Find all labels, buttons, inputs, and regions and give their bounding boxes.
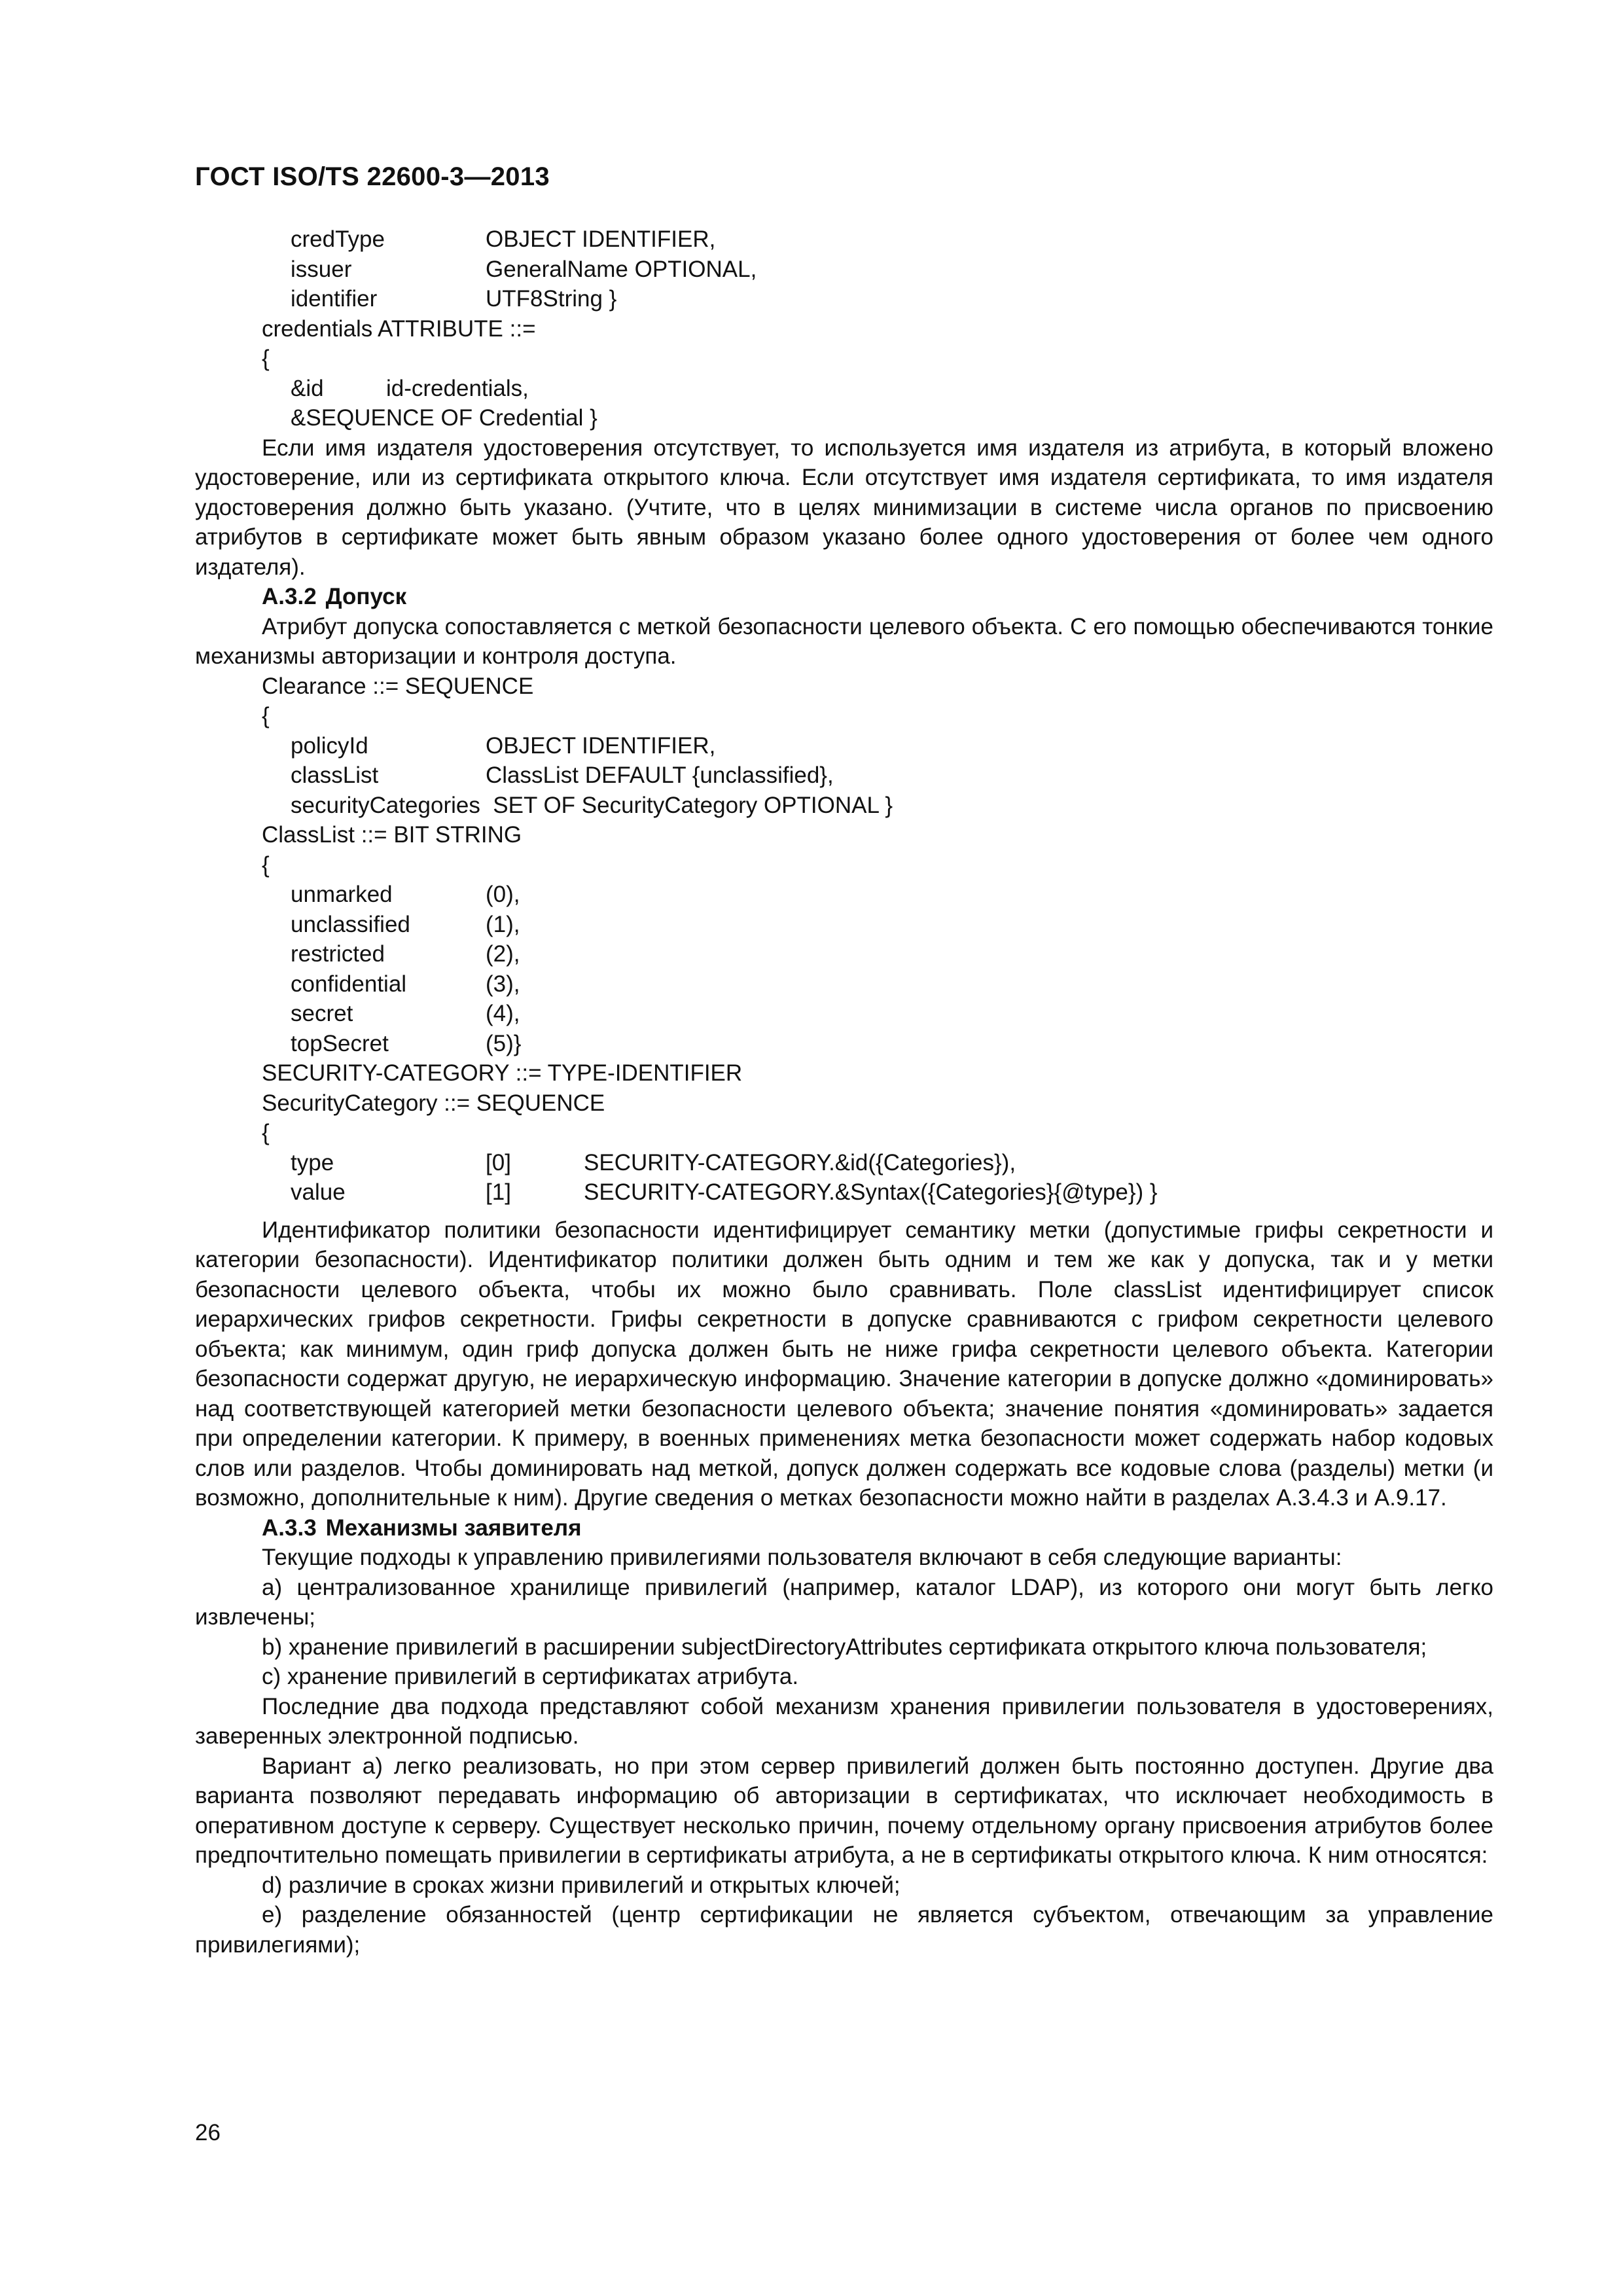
paragraph: Последние два подхода представляют собой механизм хранения привилегии пользователя в удостоверениях, заверенных электронной подписью.: [195, 1693, 1493, 1749]
code-field-type: SECURITY-CATEGORY.&Syntax({Categories}{@type}) }: [584, 1179, 1158, 1205]
code-line: [195, 910, 1493, 940]
paragraph: Вариант а) легко реализовать, но при этом сервер привилегий должен быть постоянно доступен. Другие два варианта позволяют передавать информацию об авторизации в сертификатах, что исключает необходимость в оперативном доступе к серверу. Существует несколько причин, почему отдельному органу присвоения атрибутов более предпочтительно помещать привилегии в сертификаты атрибута, а не в сертификаты открытого ключа. К ним относятся:: [195, 1753, 1493, 1868]
paragraph: Если имя издателя удостоверения отсутствует, то используется имя издателя из атрибута, в который вложено удостоверение, или из сертификата открытого ключа. Если отсутствует имя издателя сертификата, то имя издателя удостоверения должно быть указано. (Учтите, что в целях минимизации в системе числа органов по присвоению атрибутов в сертификате может быть явным образом указано более одного удостоверения от более чем одного издателя).: [195, 435, 1493, 580]
code-field-name: &id: [291, 375, 324, 401]
code-line: [195, 701, 1493, 731]
code-line: [195, 672, 1493, 702]
code-line: [195, 403, 1493, 433]
code-field-name: credType: [291, 226, 385, 252]
code-line: [195, 344, 1493, 374]
section-heading: [195, 582, 1493, 612]
code-line: [195, 880, 1493, 910]
code-field-name: secret: [291, 1001, 353, 1026]
code-field-type: OBJECT IDENTIFIER,: [486, 226, 716, 252]
code-field-name: &SEQUENCE OF Credential }: [291, 405, 597, 431]
code-line: [195, 1029, 1493, 1059]
page-header: ГОСТ ISO/TS 22600-3—2013: [195, 162, 550, 191]
code-line: [195, 314, 1493, 344]
code-field-name: securityCategories SET OF SecurityCategory OPTIONAL }: [291, 792, 893, 818]
code-field-type: SECURITY-CATEGORY.&id({Categories}),: [584, 1149, 1016, 1175]
code-brace: {: [262, 346, 270, 371]
code-field-name: policyId: [291, 732, 368, 759]
code-line: [195, 791, 1493, 821]
page-content: [195, 224, 1493, 1960]
code-field-type: id-credentials,: [386, 375, 529, 401]
code-line: [195, 1058, 1493, 1088]
code-field-name: topSecret: [291, 1030, 389, 1056]
code-field-name: confidential: [291, 971, 407, 997]
code-field-name: restricted: [291, 941, 385, 967]
section-title: Механизмы заявителя: [325, 1515, 582, 1541]
code-field-type: (2),: [486, 941, 520, 967]
code-definition: SECURITY-CATEGORY ::= TYPE-IDENTIFIER: [262, 1060, 743, 1086]
code-line: [195, 1118, 1493, 1148]
code-field-type: UTF8String }: [486, 286, 617, 312]
code-line: [195, 255, 1493, 285]
list-item: a) централизованное хранилище привилегий (например, каталог LDAP), из которого они могут быть легко извлечены;: [195, 1574, 1493, 1630]
code-line: [195, 284, 1493, 314]
section-number: А.3.3: [262, 1515, 317, 1541]
code-brace: {: [262, 852, 270, 878]
code-field-type: OBJECT IDENTIFIER,: [486, 732, 716, 759]
code-line: [195, 850, 1493, 880]
code-line: [195, 1148, 1493, 1178]
code-line: [195, 1177, 1493, 1208]
code-definition: Clearance ::= SEQUENCE: [262, 673, 534, 699]
list-item: d) различие в сроках жизни привилегий и открытых ключей;: [262, 1872, 901, 1898]
code-field-name: unclassified: [291, 911, 410, 937]
code-line: [195, 939, 1493, 969]
code-field-tag: [1]: [486, 1179, 511, 1205]
code-brace: {: [262, 703, 270, 728]
code-field-type: (4),: [486, 1001, 520, 1026]
code-field-name: issuer: [291, 256, 352, 282]
code-field-name: type: [291, 1149, 334, 1175]
paragraph: Идентификатор политики безопасности идентифицирует семантику метки (допустимые грифы секретности и категории безопасности). Идентификатор политики должен быть одним и тем же как у допуска, так и у метки безопасности целевого объекта, чтобы их можно было сравнивать. Поле classList идентифицирует список иерархических грифов секретности. Грифы секретности в допуске сравниваются с грифом секретности целевого объекта; как минимум, один гриф допуска должен быть не ниже грифа секретности целевого объекта. Категории безопасности содержат другую, не иерархическую информацию. Значение категории в допуске должно «доминировать» над соответствующей категорией метки безопасности целевого объекта; значение понятия «доминировать» задается при определении категории. К примеру, в военных применениях метка безопасности может содержать набор кодовых слов или разделов. Чтобы доминировать над меткой, допуск должен содержать все кодовые слова (разделы) метки (и возможно, дополнительные к ним). Другие сведения о метках безопасности можно найти в разделах А.3.4.3 и А.9.17.: [195, 1217, 1493, 1511]
code-line: [195, 1088, 1493, 1119]
code-line: [195, 224, 1493, 255]
code-field-type: (0),: [486, 882, 520, 907]
code-line: [195, 820, 1493, 850]
code-field-name: value: [291, 1179, 346, 1205]
section-title: Допуск: [325, 584, 407, 609]
list-item: b) хранение привилегий в расширении subjectDirectoryAttributes сертификата открытого ключа пользователя;: [262, 1634, 1427, 1660]
section-heading: [195, 1513, 1493, 1543]
code-field-type: GeneralName OPTIONAL,: [486, 256, 757, 282]
code-definition: credentials ATTRIBUTE ::=: [262, 315, 536, 342]
code-field-tag: [0]: [486, 1149, 511, 1175]
code-definition: ClassList ::= BIT STRING: [262, 822, 522, 848]
code-brace: {: [262, 1120, 270, 1145]
code-line: [195, 999, 1493, 1029]
list-item: e) разделение обязанностей (центр сертификации не является субъектом, отвечающим за управление привилегиями);: [195, 1902, 1493, 1958]
paragraph: Атрибут допуска сопоставляется с меткой безопасности целевого объекта. С его помощью обеспечиваются тонкие механизмы авторизации и контроля доступа.: [195, 613, 1493, 669]
code-field-name: identifier: [291, 286, 378, 312]
code-line: [195, 731, 1493, 761]
code-field-type: ClassList DEFAULT {unclassified},: [486, 762, 834, 788]
section-number: А.3.2: [262, 584, 317, 609]
code-field-name: unmarked: [291, 882, 393, 907]
code-line: [195, 761, 1493, 791]
list-item: c) хранение привилегий в сертификатах атрибута.: [262, 1664, 799, 1689]
code-line: [195, 374, 1493, 404]
code-field-type: (1),: [486, 911, 520, 937]
page-number: 26: [195, 2120, 221, 2145]
code-line: [195, 969, 1493, 999]
code-field-type: (3),: [486, 971, 520, 997]
code-field-type: (5)}: [486, 1030, 522, 1056]
code-definition: SecurityCategory ::= SEQUENCE: [262, 1090, 605, 1116]
paragraph: Текущие подходы к управлению привилегиями пользователя включают в себя следующие варианты:: [262, 1545, 1342, 1570]
code-field-name: classList: [291, 762, 379, 788]
